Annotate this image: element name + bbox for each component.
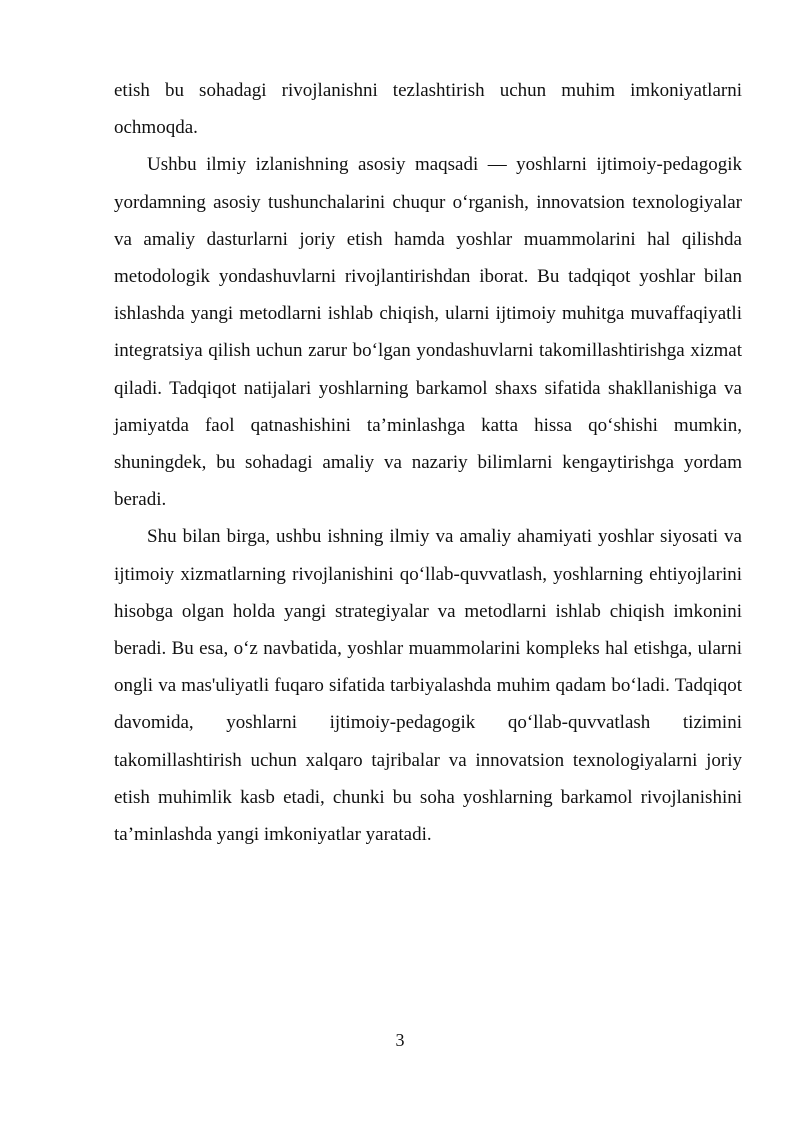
paragraph-research-goal: Ushbu ilmiy izlanishning asosiy maqsadi — yoshlarni ijtimoiy-pedagogik yordamning asosiy tushunchalarini chuqur o‘rganish, innovatsion texnologiyalar va amaliy dasturlarni joriy etish hamda yoshlar muammolarini hal qilishda metodologik yondashuvlarni rivojlantirishdan iborat. Bu tadqiqot yoshlar bilan ishlashda yangi metodlarni ishlab chiqish, ularni ijtimoiy muhitga muvaffaqiyatli integratsiya qilish uchun zarur bo‘lgan yondashuvlarni takomillashtirishga xizmat qiladi. Tadqiqot natijalari yoshlarning barkamol shaxs sifatida shakllanishiga va jamiyatda faol qatnashishini ta’minlashga katta hissa qo‘shishi mumkin, shuningdek, bu sohadagi amaliy va nazariy bilimlarni kengaytirishga yordam beradi.	[114, 154, 742, 511]
page-number: 3	[395, 1030, 405, 1050]
paragraph-significance: Shu bilan birga, ushbu ishning ilmiy va amaliy ahamiyati yoshlar siyosati va ijtimoiy xizmatlarning rivojlanishini qo‘llab-quvvatlash, yoshlarning ehtiyojlarini hisobga olgan holda yangi strategiyalar va metodlarni ishlab chiqish imkonini beradi. Bu esa, o‘z navbatida, yoshlar muammolarini kompleks hal etishga, ularni ongli va mas'uliyatli fuqaro sifatida tarbiyalashda muhim qadam bo‘ladi. Tadqiqot davomida, yoshlarni ijtimoiy-pedagogik qo‘llab-quvvatlash tizimini takomillashtirish uchun xalqaro tajribalar va innovatsion texnologiyalarni joriy etish muhimlik kasb etadi, chunki bu soha yoshlarning barkamol rivojlanishini ta’minlashda yangi imkoniyatlar yaratadi.	[114, 526, 742, 846]
body-text	[114, 72, 742, 853]
paragraph-continuation: etish bu sohadagi rivojlanishni tezlashtirish uchun muhim imkoniyatlarni ochmoqda.	[114, 80, 742, 139]
